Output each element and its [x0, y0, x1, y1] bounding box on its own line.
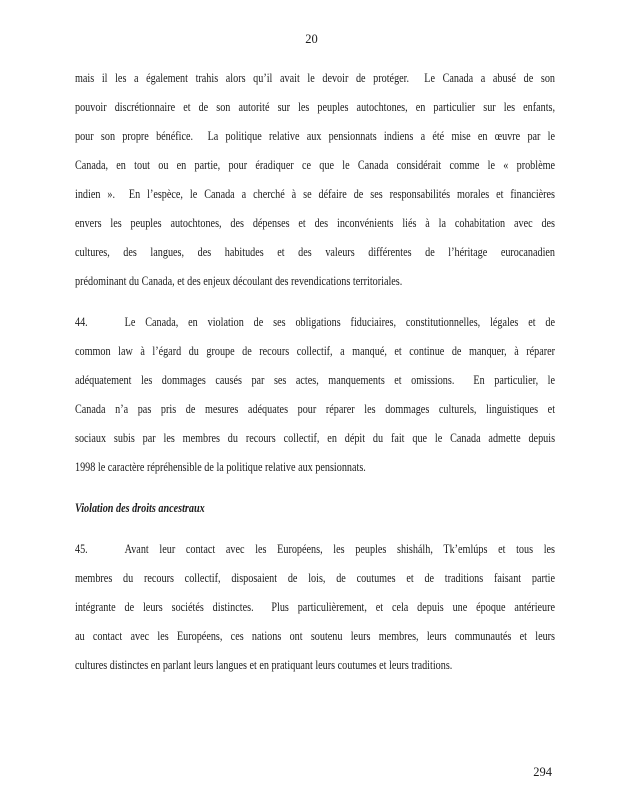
- paragraph-number: 44.: [75, 315, 88, 329]
- text-line: cultures distinctes en parlant leurs langues et en pratiquant leurs coutumes et leurs traditions.: [75, 658, 453, 672]
- text-line-content: Le Canada, en violation de ses obligations fiduciaires, constitutionnelles, légales et de: [124, 315, 556, 329]
- text-line: 1998 le caractère répréhensible de la politique relative aux pensionnats.: [75, 460, 366, 474]
- text-line: membres du recours collectif, disposaient de lois, de coutumes et de traditions faisant partie: [75, 571, 556, 585]
- text-line: pour son propre bénéfice. La politique relative aux pensionnats indiens a été mise en œuvre par le: [75, 129, 556, 143]
- paragraph: [75, 308, 555, 482]
- paragraph-number: 45.: [75, 542, 88, 556]
- text-line: pouvoir discrétionnaire et de son autorité sur les peuples autochtones, en particulier sur les enfants,: [75, 100, 556, 114]
- text-line: cultures, des langues, des habitudes et des valeurs différentes de l’héritage eurocanadien: [75, 245, 556, 259]
- text-line: intégrante de leurs sociétés distinctes. Plus particulièrement, et cela depuis une époque antérieure: [75, 600, 556, 614]
- text-line: [75, 535, 555, 564]
- text-line: indien ». En l’espèce, le Canada a cherché à se défaire de ses responsabilités morales et financières: [75, 187, 556, 201]
- text-line: adéquatement les dommages causés par ses actes, manquements et omissions. En particulier, le: [75, 373, 556, 387]
- header-page-number: 20: [305, 32, 318, 46]
- paragraph: [75, 535, 555, 680]
- text-line: envers les peuples autochtones, des dépenses et des inconvénients liés à la cohabitation avec des: [75, 216, 556, 230]
- section-heading: [75, 494, 555, 523]
- text-line: prédominant du Canada, et des enjeux découlant des revendications territoriales.: [75, 274, 403, 288]
- text-line: Canada, en tout ou en partie, pour éradiquer ce que le Canada considérait comme le « problème: [75, 158, 556, 172]
- document-body: [75, 64, 555, 692]
- text-line: [75, 308, 555, 337]
- text-line: Canada n’a pas pris de mesures adéquates pour réparer les dommages culturels, linguistiques et: [75, 402, 556, 416]
- text-line: Violation des droits ancestraux: [75, 501, 205, 515]
- text-line: common law à l’égard du groupe de recours collectif, a manqué, et continue de manquer, à réparer: [75, 344, 556, 358]
- text-line: au contact avec les Européens, ces nations ont soutenu leurs membres, leurs communautés et leurs: [75, 629, 556, 643]
- paragraph: [75, 64, 555, 296]
- text-line-content: Avant leur contact avec les Européens, les peuples shishálh, Tk’emlúps et tous les: [124, 542, 556, 556]
- footer-page-number: 294: [533, 765, 552, 779]
- text-line: sociaux subis par les membres du recours collectif, en dépit du fait que le Canada admette depuis: [75, 431, 556, 445]
- text-line: mais il les a également trahis alors qu’il avait le devoir de protéger. Le Canada a abusé de son: [75, 71, 556, 85]
